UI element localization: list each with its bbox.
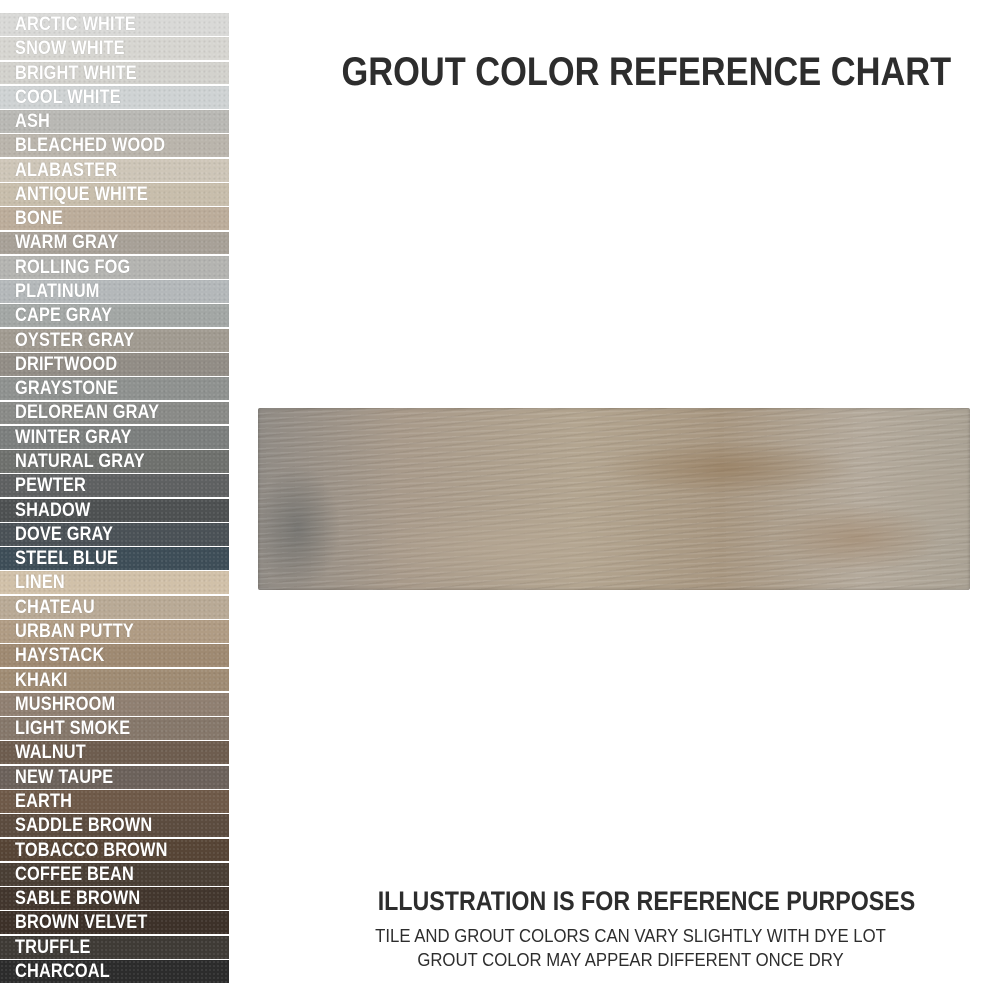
grout-swatch [0, 110, 229, 133]
grout-swatch [0, 304, 229, 327]
grout-swatch-label: DRIFTWOOD [15, 353, 118, 375]
grout-swatch-label: BROWN VELVET [15, 912, 148, 934]
grout-swatch [0, 86, 229, 109]
grout-swatch-label: ROLLING FOG [15, 256, 131, 278]
grout-swatch-label: CHATEAU [15, 596, 95, 618]
grout-swatch [0, 790, 229, 813]
grout-swatch [0, 863, 229, 886]
grout-swatch [0, 571, 229, 594]
grout-swatch-label: HAYSTACK [15, 645, 105, 667]
grout-swatch-label: OYSTER GRAY [15, 329, 135, 351]
grout-swatch [0, 159, 229, 182]
grout-swatch [0, 37, 229, 60]
grout-swatch-label: GRAYSTONE [15, 378, 119, 400]
grout-swatch-list [0, 13, 229, 984]
grout-swatch [0, 644, 229, 667]
grout-swatch-label: NEW TAUPE [15, 766, 114, 788]
grout-swatch-label: SNOW WHITE [15, 38, 125, 60]
grout-swatch [0, 232, 229, 255]
grout-swatch-label: EARTH [15, 790, 73, 812]
grout-swatch [0, 911, 229, 934]
grout-swatch-label: MUSHROOM [15, 693, 116, 715]
grout-swatch-label: BLEACHED WOOD [15, 135, 166, 157]
grout-swatch-label: CAPE GRAY [15, 305, 113, 327]
grout-swatch-label: CHARCOAL [15, 960, 110, 982]
grout-swatch [0, 474, 229, 497]
grout-swatch-label: TOBACCO BROWN [15, 839, 168, 861]
grout-swatch-label: SADDLE BROWN [15, 815, 153, 837]
chart-title: GROUT COLOR REFERENCE CHART [341, 50, 952, 94]
grout-swatch [0, 134, 229, 157]
grout-swatch [0, 960, 229, 983]
grout-swatch [0, 329, 229, 352]
grout-swatch [0, 693, 229, 716]
grout-swatch-label: KHAKI [15, 669, 68, 691]
grout-swatch-label: NATURAL GRAY [15, 451, 145, 472]
grout-swatch-label: COFFEE BEAN [15, 863, 135, 885]
disclaimer-line-dry: GROUT COLOR MAY APPEAR DIFFERENT ONCE DRY [417, 950, 844, 970]
grout-swatch [0, 523, 229, 546]
grout-swatch [0, 207, 229, 230]
grout-swatch-label: BONE [15, 208, 63, 230]
grout-swatch [0, 814, 229, 837]
grout-swatch [0, 887, 229, 910]
grout-swatch [0, 596, 229, 619]
grout-swatch-label: PEWTER [15, 475, 86, 497]
grout-swatch-label: COOL WHITE [15, 86, 121, 108]
grout-swatch [0, 402, 229, 425]
grout-swatch [0, 183, 229, 206]
grout-swatch-label: STEEL BLUE [15, 548, 119, 570]
grout-swatch-label: LIGHT SMOKE [15, 718, 131, 740]
disclaimer-heading: ILLUSTRATION IS FOR REFERENCE PURPOSES [377, 886, 916, 916]
grout-swatch [0, 426, 229, 449]
grout-swatch-label: WALNUT [15, 742, 86, 764]
grout-swatch [0, 280, 229, 303]
grout-swatch-label: ANTIQUE WHITE [15, 183, 148, 205]
grout-swatch-label: DELOREAN GRAY [15, 402, 160, 424]
grout-swatch [0, 256, 229, 279]
grout-swatch [0, 377, 229, 400]
grout-swatch [0, 669, 229, 692]
disclaimer-line-dye-lot: TILE AND GROUT COLORS CAN VARY SLIGHTLY WITH DYE LOT [375, 926, 886, 946]
grout-swatch [0, 620, 229, 643]
grout-swatch-label: DOVE GRAY [15, 523, 114, 545]
grout-swatch [0, 62, 229, 85]
grout-swatch [0, 717, 229, 740]
grout-swatch [0, 741, 229, 764]
grout-swatch-label: ALABASTER [15, 159, 118, 181]
grout-swatch-label: BRIGHT WHITE [15, 62, 137, 84]
tile-illustration [258, 408, 970, 590]
grout-swatch [0, 450, 229, 473]
grout-swatch-label: PLATINUM [15, 281, 100, 303]
grout-swatch-label: TRUFFLE [15, 936, 91, 958]
grout-swatch-label: WARM GRAY [15, 232, 119, 254]
grout-swatch [0, 353, 229, 376]
grout-swatch-label: URBAN PUTTY [15, 620, 135, 642]
grout-swatch-label: ASH [15, 111, 51, 133]
grout-swatch [0, 13, 229, 36]
grout-swatch [0, 499, 229, 522]
grout-swatch [0, 936, 229, 959]
grout-swatch-label: SABLE BROWN [15, 888, 141, 910]
grout-swatch [0, 547, 229, 570]
grout-swatch-label: LINEN [15, 572, 65, 594]
grout-swatch-label: ARCTIC WHITE [15, 13, 136, 35]
grout-swatch [0, 839, 229, 862]
grout-swatch-label: SHADOW [15, 499, 91, 521]
grout-swatch-label: WINTER GRAY [15, 426, 132, 448]
grout-swatch [0, 766, 229, 789]
